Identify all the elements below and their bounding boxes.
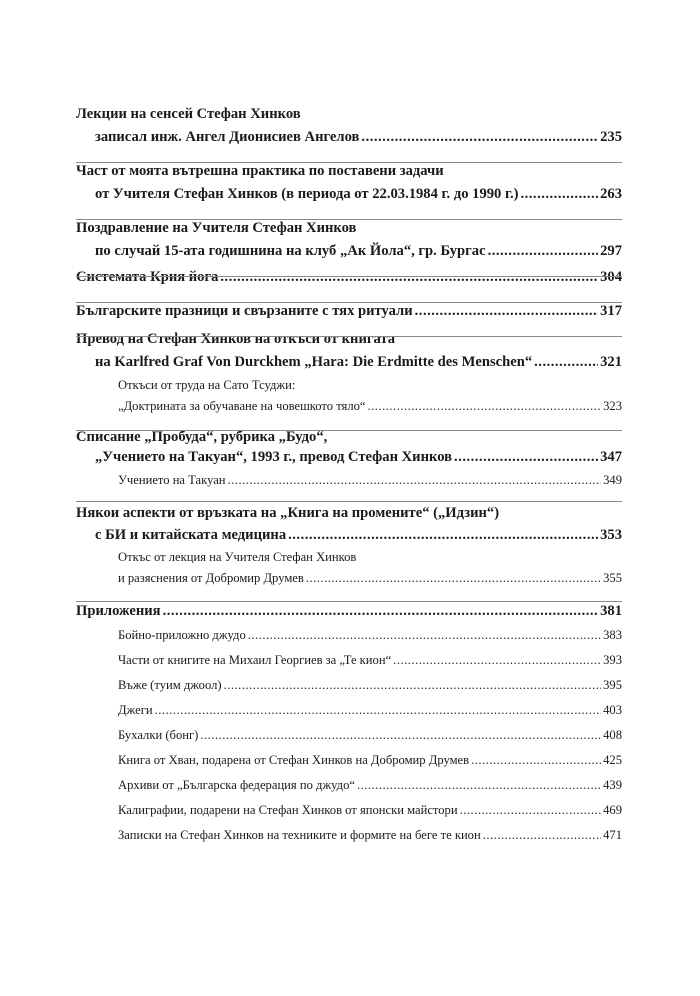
toc-entry <box>118 828 622 843</box>
toc-page-number: 317 <box>600 303 622 319</box>
toc-entry <box>118 803 622 818</box>
toc-entry <box>76 505 499 522</box>
toc-entry-title: Книга от Хван, подарена от Стефан Хинков на Добромир Друмев <box>118 753 470 767</box>
toc-page-number: 395 <box>603 678 622 692</box>
toc-entry-title: Откъс от лекция на Учителя Стефан Хинков <box>118 550 357 564</box>
toc-leader-dots <box>488 243 599 260</box>
toc-entry-title: „Учението на Такуан“, 1993 г., превод Стефан Хинков <box>95 449 453 465</box>
toc-leader-dots <box>368 399 602 414</box>
toc-page-number: 349 <box>603 473 622 487</box>
section-divider <box>76 336 622 337</box>
toc-page-number: 323 <box>603 399 622 413</box>
toc-entry-title: Поздравление на Учителя Стефан Хинков <box>76 220 357 236</box>
toc-entry-title: Части от книгите на Михаил Георгиев за „Те кион“ <box>118 653 392 667</box>
toc-entry-title: „Доктрината за обучаване на човешкото тяло“ <box>118 399 366 413</box>
toc-leader-dots <box>415 303 598 320</box>
toc-entry <box>118 571 622 586</box>
toc-page-number: 321 <box>600 354 622 370</box>
toc-entry-title: Джеги <box>118 703 153 717</box>
toc-entry <box>76 269 622 286</box>
toc-entry <box>118 653 622 668</box>
toc-entry-title: Учението на Такуан <box>118 473 226 487</box>
toc-leader-dots <box>393 653 601 668</box>
toc-entry-title: Част от моята вътрешна практика по поставени задачи <box>76 163 444 179</box>
toc-entry-title: Записки на Стефан Хинков на техниките и формите на беге те кион <box>118 828 481 842</box>
toc-page-number: 297 <box>600 243 622 259</box>
toc-entry <box>118 399 622 414</box>
toc-entry-title: Превод на Стефан Хинков на откъси от книгата <box>76 331 396 347</box>
toc-entry <box>118 678 622 693</box>
toc-entry-title: Архиви от „Българска федерация по джудо“ <box>118 778 355 792</box>
toc-entry-title: от Учителя Стефан Хинков (в периода от 22.03.1984 г. до 1990 г.) <box>95 186 519 202</box>
toc-entry <box>95 449 622 466</box>
toc-entry-title: Бухалки (бонг) <box>118 728 199 742</box>
toc-entry <box>118 473 622 488</box>
toc-entry-title: Приложения <box>76 603 161 619</box>
toc-page-number: 469 <box>603 803 622 817</box>
toc-entry <box>76 303 622 320</box>
toc-entry <box>118 728 622 743</box>
toc-entry-title: Калиграфии, подарени на Стефан Хинков от японски майстори <box>118 803 458 817</box>
toc-entry <box>95 243 622 260</box>
toc-page-number: 304 <box>600 269 622 285</box>
toc-entry <box>76 220 356 237</box>
toc-page-number: 347 <box>600 449 622 465</box>
toc-entry <box>95 354 622 371</box>
toc-entry <box>95 129 622 146</box>
toc-entry <box>118 778 622 793</box>
toc-entry-title: Някои аспекти от връзката на „Книга на промените“ („Идзин“) <box>76 505 500 521</box>
toc-entry-title: Списание „Пробуда“, рубрика „Будо“, <box>76 429 328 445</box>
section-divider <box>76 302 622 303</box>
section-divider <box>76 601 622 602</box>
toc-leader-dots <box>306 571 601 586</box>
toc-entry <box>118 628 622 643</box>
toc-leader-dots <box>534 354 598 371</box>
toc-entry <box>118 753 622 768</box>
toc-page-number: 355 <box>603 571 622 585</box>
toc-entry <box>76 331 395 348</box>
toc-leader-dots <box>228 473 602 488</box>
toc-page-number: 235 <box>600 129 622 145</box>
toc-leader-dots <box>155 703 601 718</box>
toc-entry-title: Системата Крия йога <box>76 269 219 285</box>
toc-entry <box>118 550 356 565</box>
toc-leader-dots <box>248 628 601 643</box>
section-divider <box>76 276 622 277</box>
toc-entry-title: Въже (туим джоол) <box>118 678 222 692</box>
toc-entry-title: Бойно-приложно джудо <box>118 628 246 642</box>
toc-leader-dots <box>454 449 598 466</box>
toc-leader-dots <box>520 186 598 203</box>
toc-page-number: 263 <box>600 186 622 202</box>
section-divider <box>76 162 622 163</box>
toc-leader-dots <box>288 527 598 544</box>
section-divider <box>76 501 622 502</box>
toc-page-number: 439 <box>603 778 622 792</box>
toc-page-number: 383 <box>603 628 622 642</box>
section-divider <box>76 219 622 220</box>
toc-entry-title: записал инж. Ангел Дионисиев Ангелов <box>95 129 360 145</box>
toc-entry <box>76 163 444 180</box>
toc-entry <box>76 429 327 446</box>
section-divider <box>76 430 622 431</box>
toc-leader-dots <box>163 603 599 620</box>
toc-entry-title: и разяснения от Добромир Друмев <box>118 571 304 585</box>
toc-entry <box>118 378 295 393</box>
toc-entry-title: Българските празници и свързаните с тях ритуали <box>76 303 413 319</box>
toc-entry-title: на Karlfred Graf Von Durckhem „Hara: Die Erdmitte des Menschen“ <box>95 354 533 370</box>
toc-page-number: 408 <box>603 728 622 742</box>
toc-leader-dots <box>483 828 601 843</box>
toc-leader-dots <box>200 728 601 743</box>
toc-entry <box>76 603 622 620</box>
toc-page-number: 403 <box>603 703 622 717</box>
toc-entry <box>118 703 622 718</box>
toc-leader-dots <box>220 269 598 286</box>
toc-page-number: 353 <box>600 527 622 543</box>
toc-leader-dots <box>471 753 601 768</box>
toc-leader-dots <box>357 778 601 793</box>
toc-page-number: 393 <box>603 653 622 667</box>
toc-page-number: 425 <box>603 753 622 767</box>
toc-page-number: 471 <box>603 828 622 842</box>
toc-entry-title: с БИ и китайската медицина <box>95 527 287 543</box>
toc-entry <box>76 106 301 123</box>
toc-entry <box>95 186 622 203</box>
toc-leader-dots <box>460 803 602 818</box>
toc-leader-dots <box>361 129 598 146</box>
toc-entry-title: Откъси от труда на Сато Тсуджи: <box>118 378 296 392</box>
toc-entry-title: Лекции на сенсей Стефан Хинков <box>76 106 301 122</box>
toc-entry <box>95 527 622 544</box>
toc-entry-title: по случай 15-ата годишнина на клуб „Ак Йола“, гр. Бургас <box>95 243 486 259</box>
toc-page-number: 381 <box>600 603 622 619</box>
toc-leader-dots <box>224 678 602 693</box>
